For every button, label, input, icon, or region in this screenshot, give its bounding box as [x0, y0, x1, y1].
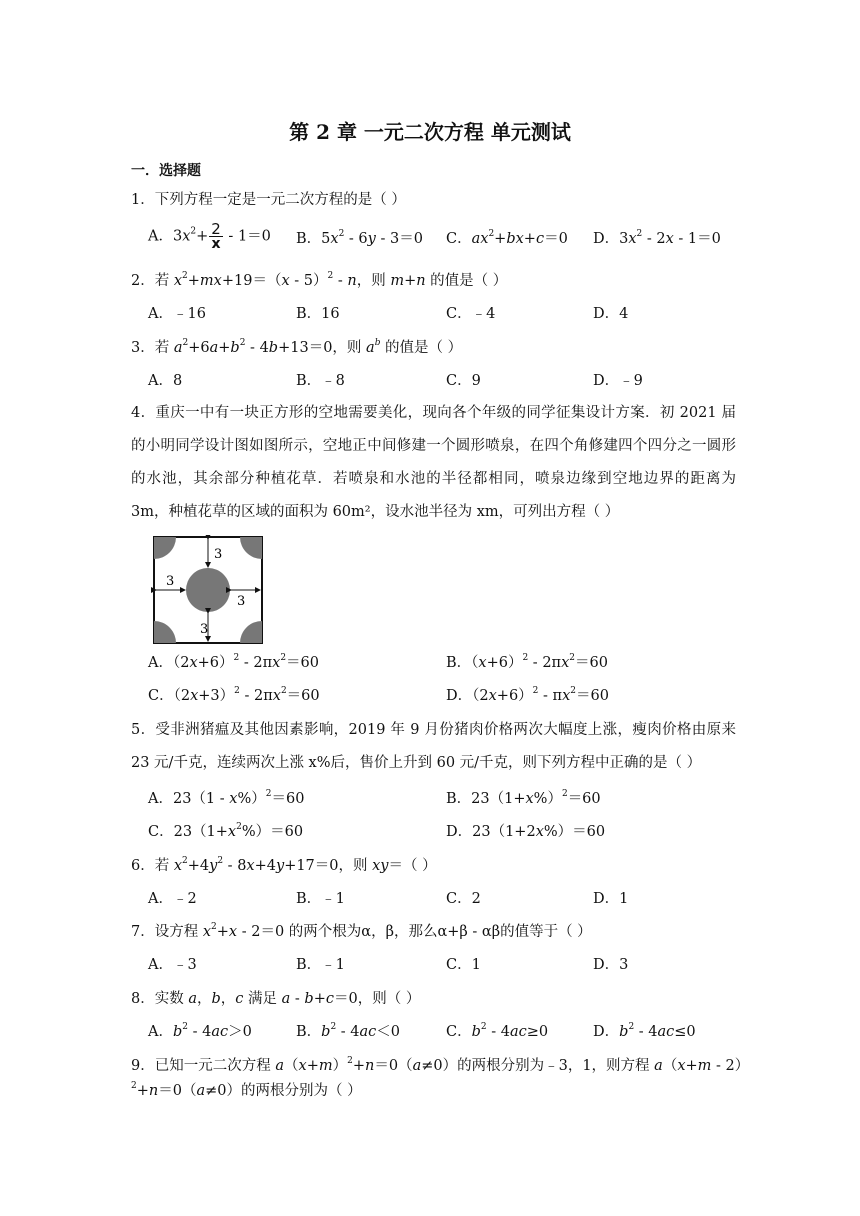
q2-option-d: D．4: [593, 306, 629, 322]
q3-option-b: B．﹣8: [296, 373, 345, 389]
q3-option-a: A．8: [148, 373, 183, 389]
q4-option-c: C．$(2x+3)^2 - 2\pi x^2=60$: [148, 686, 320, 704]
q6-option-a: A．﹣2: [148, 891, 197, 907]
q3-option-d: D．﹣9: [593, 373, 643, 389]
q8-option-c: C．$b^2 - 4ac\ge 0$: [446, 1022, 549, 1040]
q4-option-d: D．$(2x+6)^2 - \pi x^2=60$: [446, 686, 609, 704]
label-3-right: 3: [237, 594, 246, 609]
question-2-stem: 2．若 $x^2+mx+19=(x - 5)^2 - n$，则 m+n 的值是（ ）: [131, 271, 508, 289]
page-title: 第 2 章 一元二次方程 单元测试: [289, 120, 571, 144]
label-3-bottom: 3: [200, 622, 209, 637]
q6-option-d: D．1: [593, 891, 629, 907]
fountain-circle: [186, 568, 230, 612]
q1-option-b: B．$5x^2 - 6y - 3=0$: [296, 229, 423, 247]
q6-option-c: C．2: [446, 891, 481, 907]
q7-option-a: A．﹣3: [148, 957, 197, 973]
q7-option-c: C．1: [446, 957, 481, 973]
q5-option-b: B．$23(1+x\%)^2=60$: [446, 789, 601, 807]
question-5-stem: 5．受非洲猪瘟及其他因素影响，2019 年 9 月份猪肉价格两次大幅度上涨，瘦肉价格由原来 23 元/千克，连续两次上涨 x%后，售价上升到 60 元/千克，则下列方程中正确的是（ ）: [131, 722, 736, 771]
q1-option-d: D．$3x^2 - 2x - 1=0$: [593, 229, 721, 247]
question-4-stem: 4．重庆一中有一块正方形的空地需要美化，现向各个年级的同学征集设计方案．初 2021 届的小明同学设计图如图所示，空地正中间修建一个圆形喷泉，在四个角修建四个四分之一圆形的水池，其余部分种植花草．若喷泉和水池的半径都相同，喷泉边缘到空地边界的距离为 3m，种植花草的区域的面积为 60m²，设水池半径为 xm，可列出方程（ ）: [131, 405, 736, 520]
q2-option-c: C．﹣4: [446, 306, 496, 322]
question-6-stem: 6．若 $x^2+4y^2 - 8x+4y+17=0$，则 xy＝（ ）: [131, 856, 437, 874]
q5-option-a: A．23（1 - x%）$^2$＝60: [148, 789, 305, 807]
q4-option-a: A．$(2x+6)^2 - 2\pi x^2=60$: [148, 653, 319, 671]
question-8-stem: 8．实数 a，b，c 满足 a - b+c＝0，则（ ）: [131, 991, 421, 1007]
fountain-figure: [150, 535, 264, 645]
q1-option-a: A．$3x^2+$ $\frac{2}{x}$ - 1＝0: [148, 220, 271, 252]
question-7-stem: 7．设方程 $x^2+x - 2=0$ 的两个根为α，β，那么α+β - αβ的值等于（ ）: [131, 922, 592, 940]
fraction: $\frac{2}{x}$: [211, 220, 221, 252]
q5-option-d: D．23（1+2x%）＝60: [446, 824, 606, 840]
q3-option-c: C．9: [446, 373, 481, 389]
section-heading: 一．选择题: [131, 163, 201, 179]
label-3-top: 3: [214, 547, 223, 562]
question-3-stem: 3．若 $a^2+6a+b^2 - 4b+13=0$，则 $a^b$ 的值是（ ）: [131, 338, 463, 356]
q2-option-b: B．16: [296, 306, 340, 322]
q8-option-a: A．$b^2 - 4ac>0$: [148, 1022, 252, 1040]
q8-option-b: B．$b^2 - 4ac<0$: [296, 1022, 401, 1040]
question-9-stem-line1: 9．已知一元二次方程 $a(x+m)^2+n=0(a\ne 0)$的两根分别为﹣3，1，则方程 a（x+m - 2）: [131, 1056, 750, 1074]
label-3-left: 3: [166, 574, 175, 589]
q5-option-c: C．$23(1+x^2\%)=60$: [148, 822, 304, 840]
q6-option-b: B．﹣1: [296, 891, 345, 907]
q2-option-a: A．﹣16: [148, 306, 206, 322]
q8-option-d: D．$b^2 - 4ac\le 0$: [593, 1022, 696, 1040]
question-9-stem-line2: $^2$+n＝0（a≠0）的两根分别为（ ）: [131, 1081, 362, 1099]
q7-option-d: D．3: [593, 957, 629, 973]
q1-option-c: C．$ax^2+bx+c=0$: [446, 229, 568, 247]
question-1-stem: 1．下列方程一定是一元二次方程的是（ ）: [131, 192, 406, 208]
q7-option-b: B．﹣1: [296, 957, 345, 973]
q4-option-b: B．$(x+6)^2 - 2\pi x^2=60$: [446, 653, 608, 671]
